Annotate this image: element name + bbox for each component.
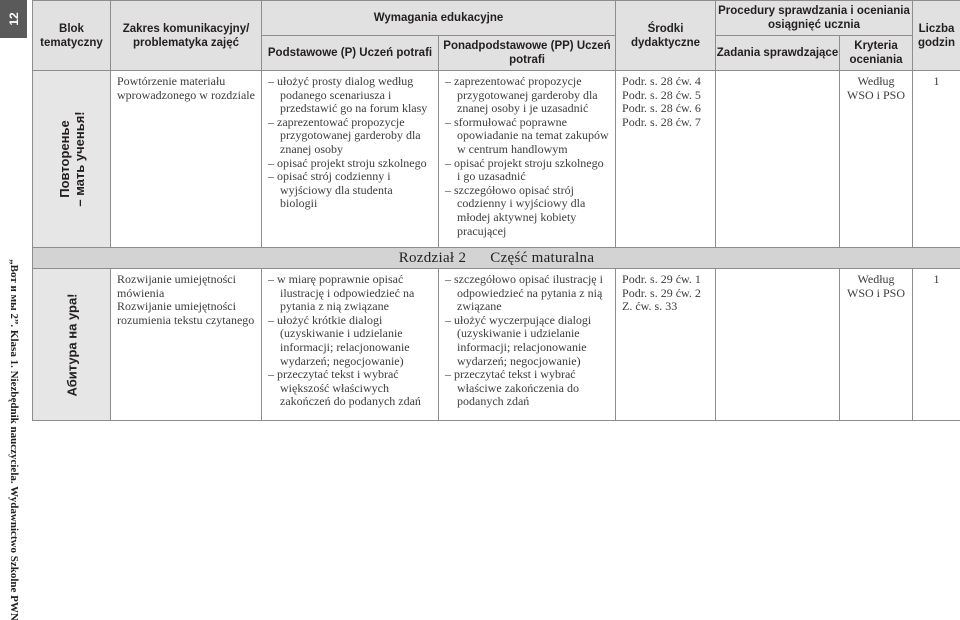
zakres-cell	[111, 71, 262, 248]
srodki-cell	[616, 269, 716, 421]
srodki-item: Podr. s. 28 ćw. 7	[622, 116, 709, 130]
srodki-cell	[616, 71, 716, 248]
zakres-cell	[111, 269, 262, 421]
srodki-item: Podr. s. 29 ćw. 1	[622, 273, 709, 287]
srodki-item: Podr. s. 28 ćw. 4	[622, 75, 709, 89]
header-srodki: Środki dydaktyczne	[616, 1, 716, 71]
kryteria-cell: Według WSO i PSO	[840, 71, 913, 248]
srodki-item: Podr. s. 28 ćw. 6	[622, 102, 709, 116]
list-item: – przeczytać tekst i wybrać właściwe zakończenia do podanych zdań	[445, 368, 609, 409]
page-number: 12	[7, 12, 21, 25]
list-item: – szczegółowo opisać strój codzienny i wyjściowy dla młodej aktywnej kobiety pracującej	[445, 184, 609, 238]
list-item: – ułożyć wyczerpujące dialogi (uzyskiwanie i udzielanie informacji; relacjonowanie wydarzeń; negocjowanie)	[445, 314, 609, 368]
lesson-plan-table	[32, 0, 960, 421]
blok-cell	[33, 71, 111, 248]
list-item: – zaprezentować propozycje przygotowanej garderoby dla znanej osoby i je uzasadnić	[445, 75, 609, 116]
ponadpodstawowe-cell	[439, 71, 616, 248]
godziny-cell: 1	[913, 71, 960, 248]
header-kryteria: Kryteria oceniania	[840, 36, 913, 71]
header-wymagania: Wymagania edukacyjne	[262, 1, 616, 36]
chapter-label: Rozdział 2	[399, 250, 467, 266]
podstawowe-cell	[262, 269, 439, 421]
header-zakres: Zakres komunikacyjny/ problematyka zajęć	[111, 1, 262, 71]
list-item: – przeczytać tekst i wybrać większość właściwych zakończeń do podanych zdań	[268, 368, 432, 409]
zakres-item: Rozwijanie umiejętności rozumienia tekstu czytanego	[117, 300, 255, 327]
kryteria-cell: Według WSO i PSO	[840, 269, 913, 421]
blok-label: Повторенье – мать ученья!	[57, 111, 87, 206]
zadania-cell	[716, 71, 840, 248]
blok-cell	[33, 269, 111, 421]
list-item: – w miarę poprawnie opisać ilustrację i odpowiedzieć na pytania z nią związane	[268, 273, 432, 314]
header-ponadpodstawowe: Ponadpodstawowe (PP) Uczeń potrafi	[439, 36, 616, 71]
header-podstawowe: Podstawowe (P) Uczeń potrafi	[262, 36, 439, 71]
list-item: – zaprezentować propozycje przygotowanej garderoby dla znanej osoby	[268, 116, 432, 157]
header-procedury: Procedury sprawdzania i oceniania osiągnięć ucznia	[716, 1, 913, 36]
list-item: – opisać strój codzienny i wyjściowy dla studenta biologii	[268, 170, 432, 211]
list-item: – szczegółowo opisać ilustrację i odpowiedzieć na pytania z nią związane	[445, 273, 609, 314]
table-row	[33, 269, 960, 421]
podstawowe-cell	[262, 71, 439, 248]
chapter-divider-cell	[33, 248, 960, 269]
list-item: – ułożyć krótkie dialogi (uzyskiwanie i udzielanie informacji; relacjonowanie wydarzeń; negocjowanie)	[268, 314, 432, 368]
chapter-title: Część maturalna	[490, 250, 594, 266]
zakres-item: Rozwijanie umiejętności mówienia	[117, 273, 255, 300]
ponadpodstawowe-cell	[439, 269, 616, 421]
zadania-cell	[716, 269, 840, 421]
list-item: – sformułować poprawne opowiadanie na temat zakupów w centrum handlowym	[445, 116, 609, 157]
header-zadania: Zadania sprawdzające	[716, 36, 840, 71]
srodki-item: Podr. s. 29 ćw. 2	[622, 287, 709, 301]
side-credit-text: „Вот и мы 2”. Klasa 1. Niezbędnik nauczyciela. Wydawnictwo Szkolne PWN	[8, 259, 20, 620]
zakres-item: Powtórzenie materiału wprowadzonego w rozdziale	[117, 75, 255, 102]
header-blok: Blok tematyczny	[33, 1, 111, 71]
chapter-divider	[33, 248, 960, 269]
list-item: – opisać projekt stroju szkolnego	[268, 157, 432, 171]
srodki-item: Z. ćw. s. 33	[622, 300, 709, 314]
table-row	[33, 71, 960, 248]
list-item: – ułożyć prosty dialog według podanego scenariusza i przedstawić go na forum klasy	[268, 75, 432, 116]
side-credit	[0, 264, 27, 615]
srodki-item: Podr. s. 28 ćw. 5	[622, 89, 709, 103]
blok-label: Абитура на ура!	[64, 293, 79, 396]
page-number-tab	[0, 0, 27, 38]
list-item: – opisać projekt stroju szkolnego i go uzasadnić	[445, 157, 609, 184]
godziny-cell: 1	[913, 269, 960, 421]
header-liczba-godzin: Liczba godzin	[913, 1, 960, 71]
